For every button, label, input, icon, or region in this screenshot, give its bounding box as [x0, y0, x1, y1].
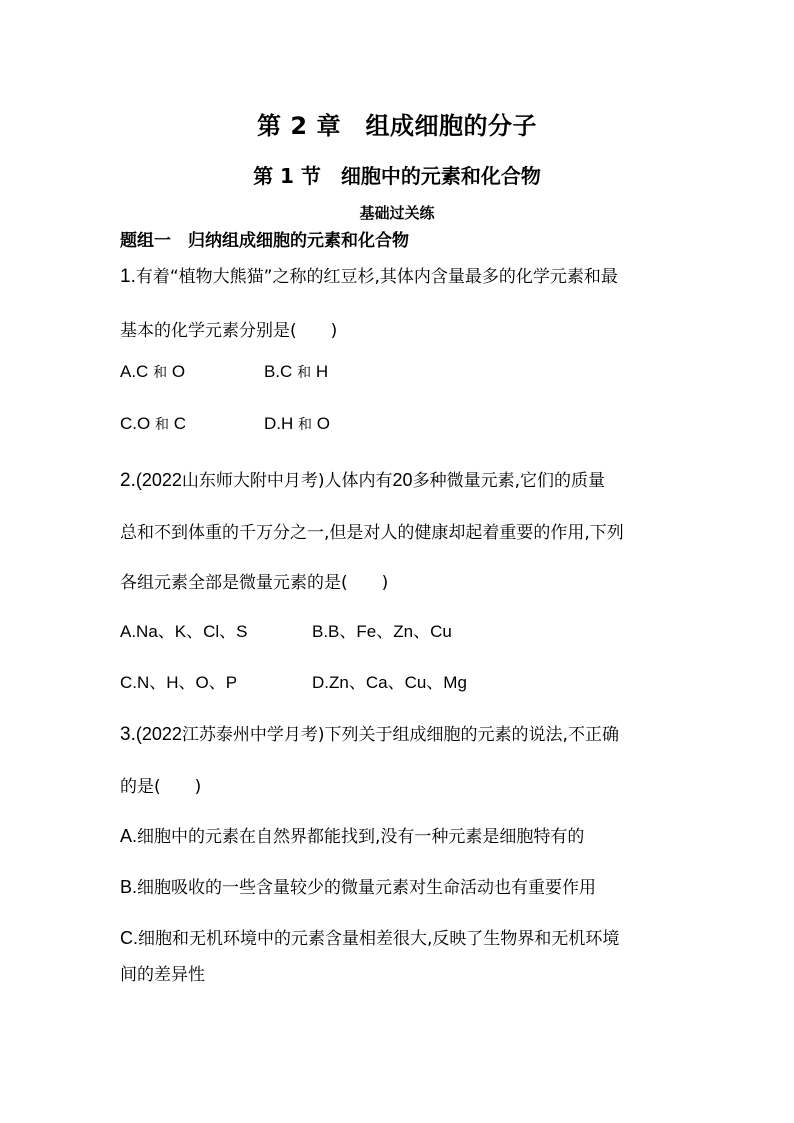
option-conj: 和	[153, 365, 168, 381]
question-3-option-b	[120, 873, 596, 898]
option-tail: O	[171, 362, 186, 381]
option-conj: 和	[297, 365, 312, 381]
option-conj: 和	[154, 417, 169, 433]
question-1-stem-line-1	[120, 262, 618, 288]
stem-text: 有着“植物大熊猫”之称的红豆杉,其体内含量最多的化学元素和最	[135, 267, 618, 287]
question-3-stem-line-2: 的是( )	[120, 777, 202, 797]
question-3-option-c-line-2: 间的差异性	[120, 965, 205, 985]
question-2-stem-line-2: 总和不到体重的千万分之一,但是对人的健康却起着重要的作用,下列	[120, 523, 624, 543]
source-name: 山东师大附中月考	[181, 471, 318, 491]
question-2-option-d: D.Zn、Ca、Cu、Mg	[312, 673, 467, 692]
question-number: 2.	[120, 470, 136, 491]
option-text: 细胞吸收的一些含量较少的微量元素对生命活动也有重要作用	[137, 878, 597, 898]
option-label: C.O	[120, 414, 151, 433]
option-label: B.C	[264, 362, 293, 381]
stem-number: 20	[392, 470, 413, 490]
stem-text: )人体内有	[317, 471, 393, 491]
question-1-option-b	[264, 362, 328, 382]
option-text: 细胞和无机环境中的元素含量相差很大,反映了生物界和无机环境	[138, 929, 620, 949]
option-conj: 和	[298, 417, 313, 433]
question-1-option-d	[264, 414, 330, 434]
group-title: 题组一 归纳组成细胞的元素和化合物	[120, 231, 409, 251]
option-label: A.	[120, 826, 138, 846]
option-label: C.	[120, 928, 138, 948]
source-year: (2022	[135, 724, 182, 744]
question-2-stem-line-1	[120, 466, 605, 492]
question-3-stem-line-1	[120, 720, 619, 746]
question-2-option-b: B.B、Fe、Zn、Cu	[312, 622, 452, 641]
question-1-option-a	[120, 362, 185, 382]
question-1-stem-line-2: 基本的化学元素分别是( )	[120, 321, 338, 341]
subheading: 基础过关练	[359, 204, 435, 222]
question-3-option-a	[120, 822, 584, 847]
option-label: A.C	[120, 362, 149, 381]
stem-text: 多种微量元素,它们的质量	[412, 471, 605, 491]
option-tail: H	[315, 362, 329, 381]
section-title: 第 1 节 细胞中的元素和化合物	[253, 164, 541, 188]
option-label: D.H	[264, 414, 294, 433]
question-2-stem-line-3: 各组元素全部是微量元素的是( )	[120, 573, 389, 593]
stem-text: )下列关于组成细胞的元素的说法,不正确	[317, 725, 619, 745]
question-1-option-c	[120, 414, 186, 434]
option-tail: C	[173, 414, 186, 433]
option-tail: O	[316, 414, 330, 433]
source-name: 江苏泰州中学月考	[181, 725, 318, 745]
option-text: 细胞中的元素在自然界都能找到,没有一种元素是细胞特有的	[137, 827, 585, 847]
chapter-title: 第 2 章 组成细胞的分子	[257, 112, 537, 140]
question-2-option-a: A.Na、K、Cl、S	[120, 622, 248, 641]
question-3-option-c	[120, 924, 619, 949]
source-year: (2022	[135, 470, 182, 490]
question-2-option-c: C.N、H、O、P	[120, 673, 238, 692]
question-number: 1.	[120, 266, 136, 287]
question-number: 3.	[120, 724, 136, 745]
option-label: B.	[120, 877, 138, 897]
